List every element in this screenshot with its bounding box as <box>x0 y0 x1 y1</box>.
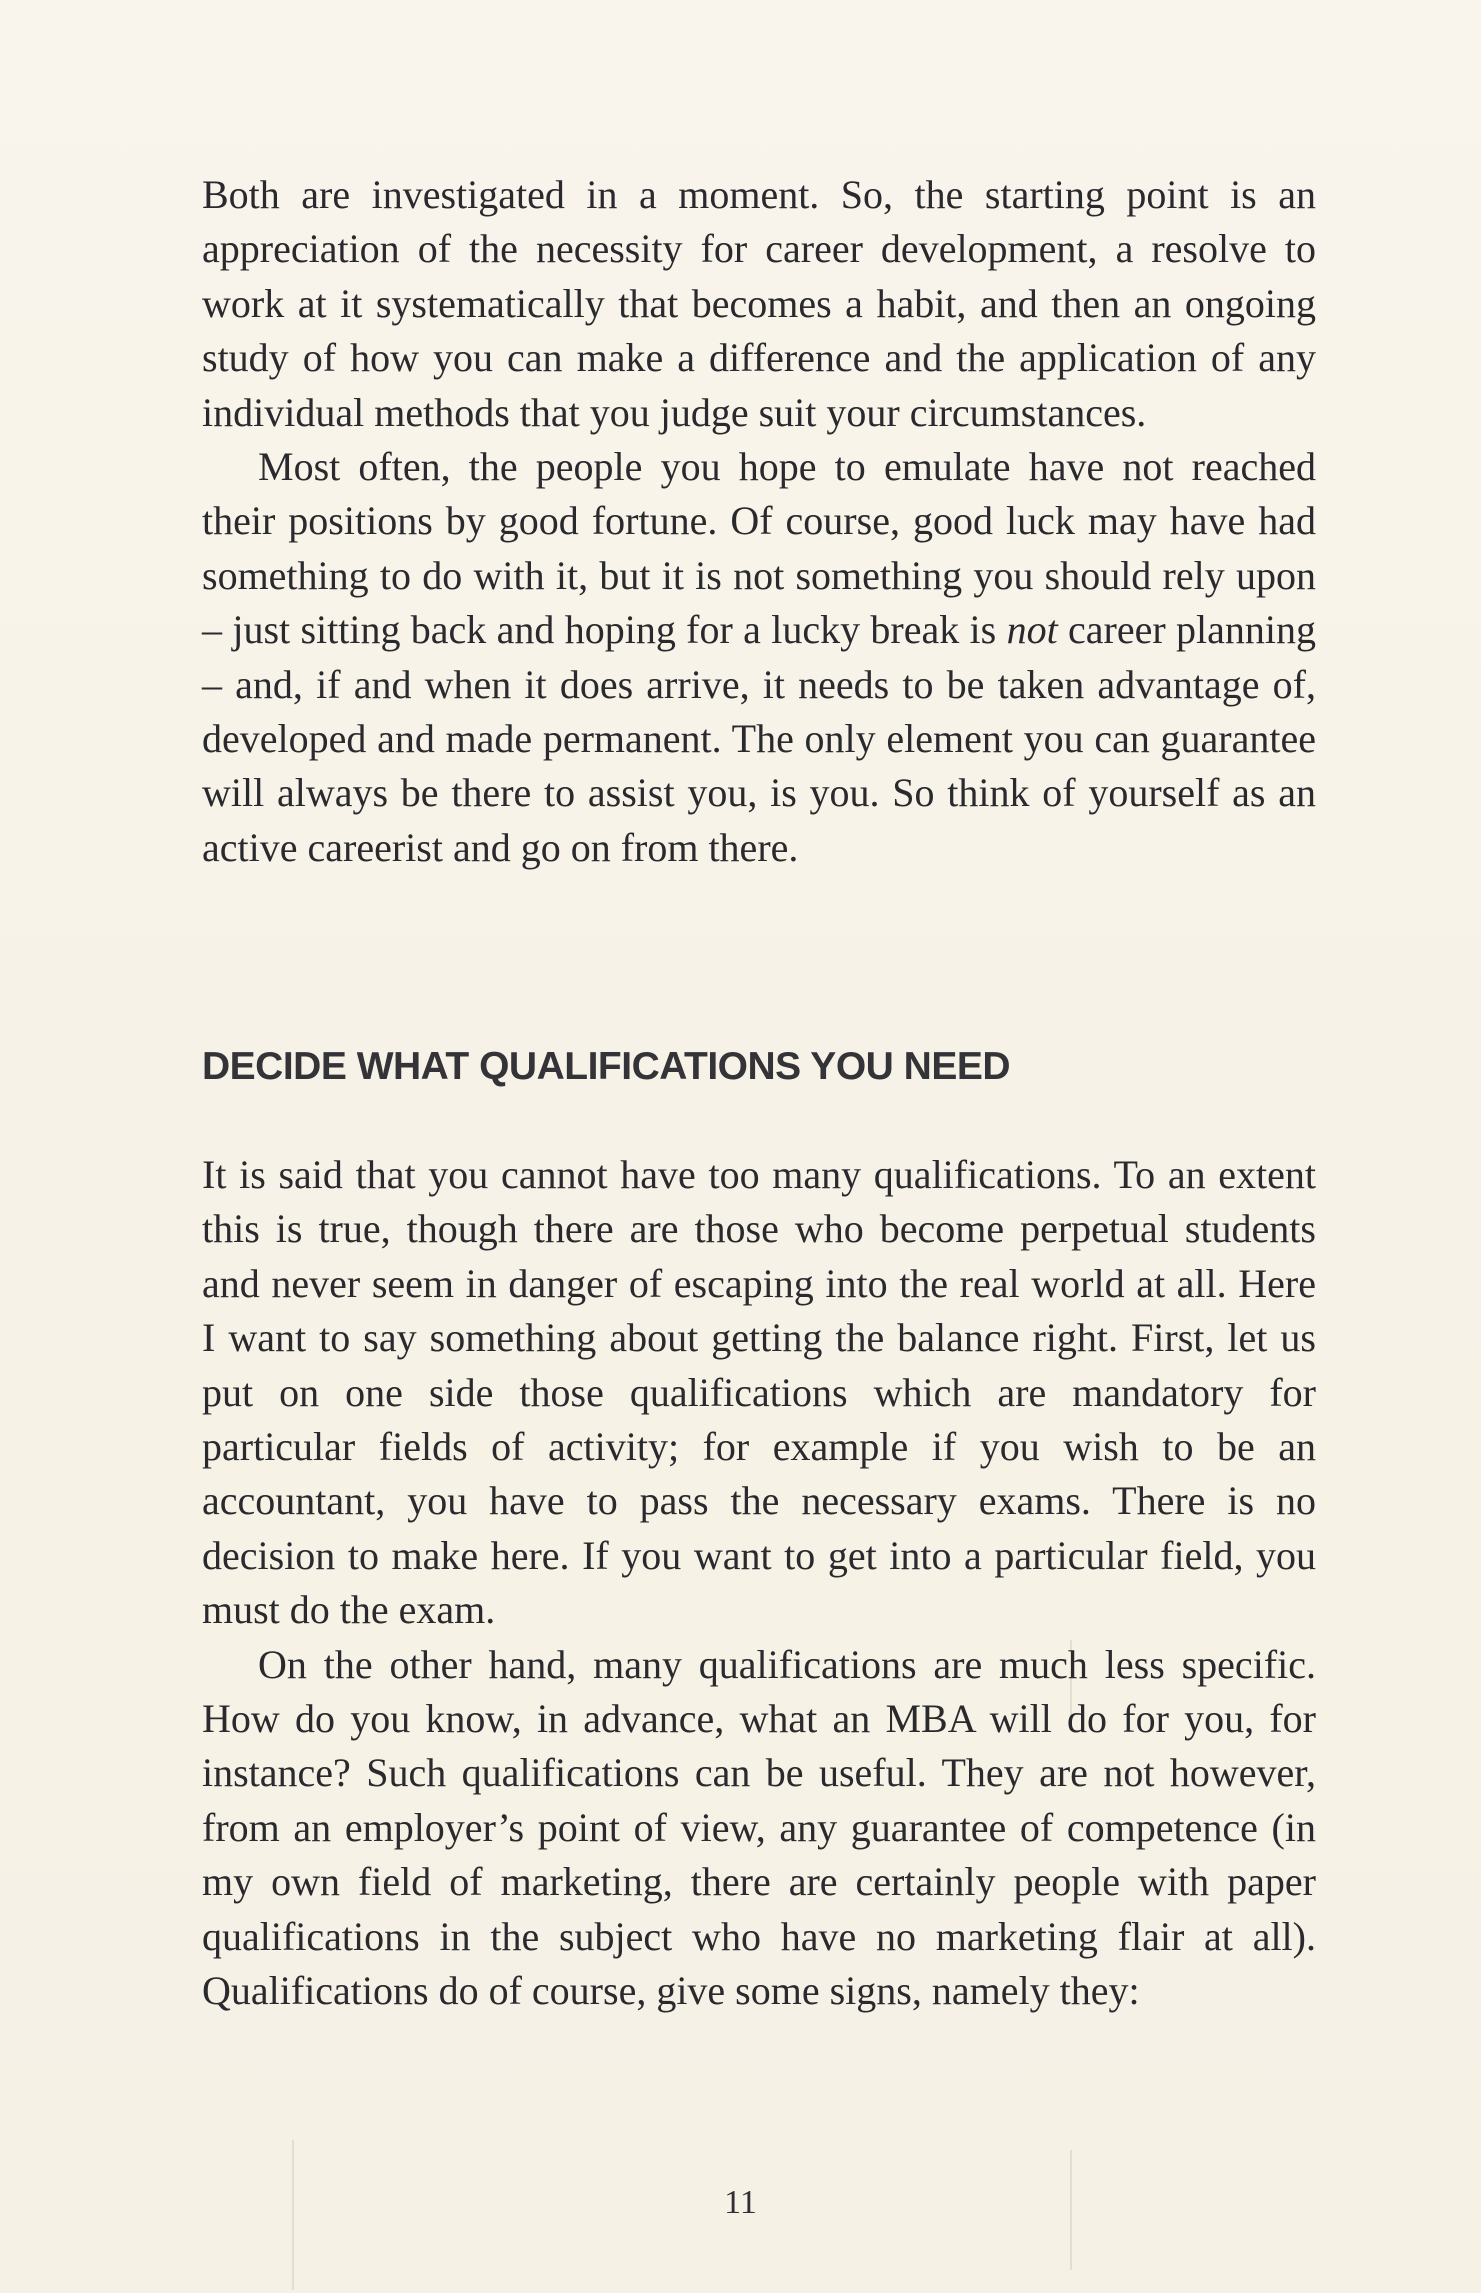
emphasized-word-not: not <box>1006 607 1058 653</box>
section-heading: DECIDE WHAT QUALIFICATIONS YOU NEED <box>202 1045 1011 1088</box>
qualifications-text-section <box>202 1148 1316 2019</box>
paragraph-less-specific-qualifications: On the other hand, many qualifications are much less specific. How do you know, in advance, what an MBA will do for you, for instance? Such qualifications can be useful. They are not however, from an employer’s point of view, any guarantee of competence (in my own field of marketing, there are certainly people with paper qualifications in the subject who have no marketing flair at all). Qualifications do of course, give some signs, namely they: <box>202 1641 1316 2014</box>
paragraph-good-fortune-end: career planning – and, if and when it does arrive, it needs to be taken advantage of, developed and made permanent. The only element you can guarantee will always be there to assist you, is you. So think of yourself as an active careerist and go on from there. <box>202 607 1316 870</box>
page-number: 11 <box>724 2184 757 2221</box>
paragraph-good-fortune <box>202 440 1316 875</box>
paragraph-too-many-qualifications: It is said that you cannot have too many qualifications. To an extent this is true, though there are those who become perpetual students and never seem in danger of escaping into the real world at all. Here I want to say something about getting the balance right. First, let us put on one side those qualifications which are mandatory for particular fields of activity; for example if you wish to be an accountant, you have to pass the necessary exams. There is no decision to make here. If you want to get into a particular field, you must do the exam. <box>202 1152 1316 1633</box>
opening-text-section <box>202 168 1316 875</box>
paragraph-career-development: Both are investigated in a moment. So, the starting point is an appreciation of the necessity for career development, a resolve to work at it systematically that becomes a habit, and then an ongoing study of how you can make a difference and the application of any individual methods that you judge suit your circumstances. <box>202 172 1316 435</box>
paragraph-good-fortune-start: Most often, the people you hope to emulate have not reached their positions by good fortune. Of course, good luck may have had something to do with it, but it is not something you should rely upon – just sitting back and hoping for a lucky break is <box>202 444 1316 653</box>
